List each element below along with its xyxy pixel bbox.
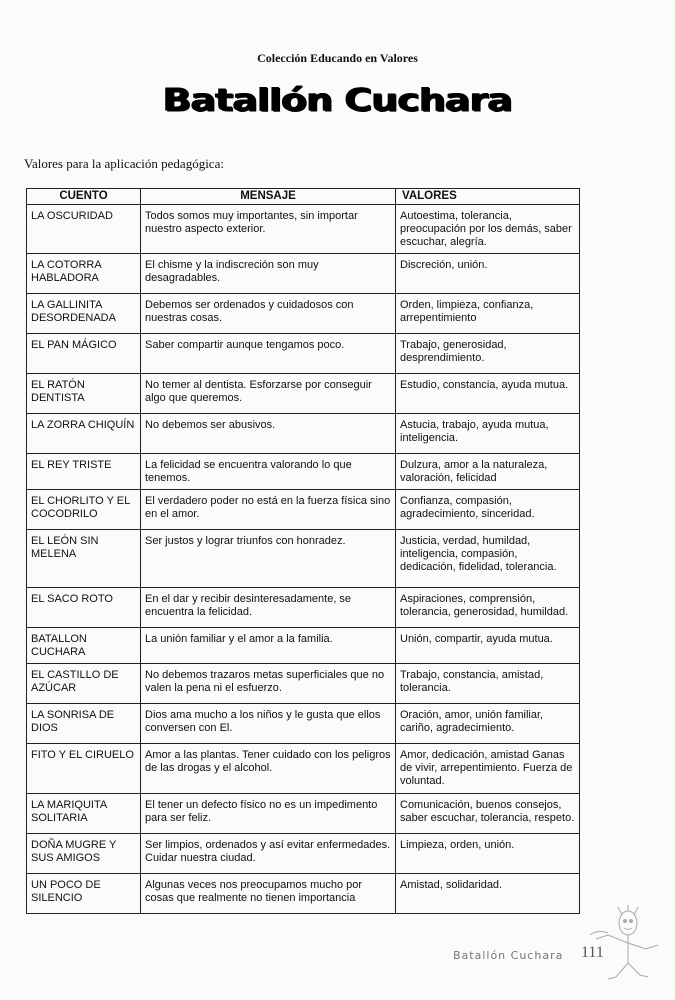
cell-mensaje: No debemos ser abusivos. bbox=[141, 414, 396, 454]
table-row bbox=[27, 414, 580, 454]
cell-mensaje: Debemos ser ordenados y cuidadosos con nuestras cosas. bbox=[141, 294, 396, 334]
cell-valores: Trabajo, constancia, amistad, tolerancia. bbox=[396, 664, 580, 704]
table-row bbox=[27, 588, 580, 628]
table-row bbox=[27, 254, 580, 294]
cell-valores: Astucia, trabajo, ayuda mutua, inteligencia. bbox=[396, 414, 580, 454]
cell-mensaje: La felicidad se encuentra valorando lo que tenemos. bbox=[141, 454, 396, 490]
table-row bbox=[27, 530, 580, 588]
cell-mensaje: El chisme y la indiscreción son muy desagradables. bbox=[141, 254, 396, 294]
cell-cuento: EL RATÓN DENTISTA bbox=[27, 374, 141, 414]
cell-cuento: LA SONRISA DE DIOS bbox=[27, 704, 141, 744]
table-row bbox=[27, 374, 580, 414]
cell-cuento: LA OSCURIDAD bbox=[27, 205, 141, 254]
book-logo: Batallón Cuchara bbox=[162, 81, 513, 119]
cell-cuento: DOÑA MUGRE Y SUS AMIGOS bbox=[27, 834, 141, 874]
cell-valores: Comunicación, buenos consejos, saber escuchar, tolerancia, respeto. bbox=[396, 794, 580, 834]
table-row bbox=[27, 628, 580, 664]
cell-valores: Autoestima, tolerancia, preocupación por los demás, saber escuchar, alegría. bbox=[396, 205, 580, 254]
cell-cuento: EL CASTILLO DE AZÚCAR bbox=[27, 664, 141, 704]
table-body bbox=[27, 205, 580, 914]
cell-valores: Amistad, solidaridad. bbox=[396, 874, 580, 914]
cell-valores: Unión, compartir, ayuda mutua. bbox=[396, 628, 580, 664]
cell-mensaje: La unión familiar y el amor a la familia. bbox=[141, 628, 396, 664]
cell-mensaje: Dios ama mucho a los niños y le gusta que ellos conversen con El. bbox=[141, 704, 396, 744]
cell-valores: Aspiraciones, comprensión, tolerancia, generosidad, humildad. bbox=[396, 588, 580, 628]
running-title: Batallón Cuchara bbox=[453, 949, 564, 962]
cell-valores: Amor, dedicación, amistad Ganas de vivir, arrepentimiento. Fuerza de voluntad. bbox=[396, 744, 580, 794]
intro-text: Valores para la aplicación pedagógica: bbox=[24, 156, 224, 171]
table-row bbox=[27, 454, 580, 490]
cell-mensaje: Ser justos y lograr triunfos con honradez. bbox=[141, 530, 396, 588]
values-table bbox=[26, 188, 580, 914]
cell-cuento: EL LEÓN SIN MELENA bbox=[27, 530, 141, 588]
spoon-mascot-illustration bbox=[588, 905, 666, 985]
cell-mensaje: Todos somos muy importantes, sin importar nuestro aspecto exterior. bbox=[141, 205, 396, 254]
cell-cuento: LA ZORRA CHIQUÍN bbox=[27, 414, 141, 454]
cell-mensaje: Saber compartir aunque tengamos poco. bbox=[141, 334, 396, 374]
cell-mensaje: El verdadero poder no está en la fuerza física sino en el amor. bbox=[141, 490, 396, 530]
cell-cuento: EL SACO ROTO bbox=[27, 588, 141, 628]
collection-title: Colección Educando en Valores bbox=[257, 51, 418, 65]
cell-cuento: BATALLON CUCHARA bbox=[27, 628, 141, 664]
cell-valores: Orden, limpieza, confianza, arrepentimiento bbox=[396, 294, 580, 334]
cell-valores: Discreción, unión. bbox=[396, 254, 580, 294]
cell-mensaje: Amor a las plantas. Tener cuidado con los peligros de las drogas y el alcohol. bbox=[141, 744, 396, 794]
table-row bbox=[27, 834, 580, 874]
cell-valores: Limpieza, orden, unión. bbox=[396, 834, 580, 874]
cell-valores: Justicia, verdad, humildad, inteligencia, compasión, dedicación, fidelidad, tolerancia. bbox=[396, 530, 580, 588]
cell-cuento: EL REY TRISTE bbox=[27, 454, 141, 490]
cell-cuento: UN POCO DE SILENCIO bbox=[27, 874, 141, 914]
column-header-valores: VALORES bbox=[396, 189, 580, 205]
table-row bbox=[27, 205, 580, 254]
cell-cuento: LA GALLINITA DESORDENADA bbox=[27, 294, 141, 334]
table-row bbox=[27, 874, 580, 914]
cell-cuento: LA MARIQUITA SOLITARIA bbox=[27, 794, 141, 834]
cell-cuento: FITO Y EL CIRUELO bbox=[27, 744, 141, 794]
cell-valores: Dulzura, amor a la naturaleza, valoración, felicidad bbox=[396, 454, 580, 490]
table-header-row bbox=[27, 189, 580, 205]
cell-mensaje: Algunas veces nos preocupamos mucho por cosas que realmente no tienen importancia bbox=[141, 874, 396, 914]
cell-valores: Confianza, compasión, agradecimiento, sinceridad. bbox=[396, 490, 580, 530]
column-header-cuento: CUENTO bbox=[27, 189, 141, 205]
cell-valores: Trabajo, generosidad, desprendimiento. bbox=[396, 334, 580, 374]
table-row bbox=[27, 294, 580, 334]
page-number: 111 bbox=[581, 944, 604, 961]
table-row bbox=[27, 744, 580, 794]
cell-mensaje: No temer al dentista. Esforzarse por conseguir algo que queremos. bbox=[141, 374, 396, 414]
cell-cuento: EL PAN MÁGICO bbox=[27, 334, 141, 374]
cell-valores: Estudio, constancia, ayuda mutua. bbox=[396, 374, 580, 414]
column-header-mensaje: MENSAJE bbox=[141, 189, 396, 205]
cell-mensaje: En el dar y recibir desinteresadamente, se encuentra la felicidad. bbox=[141, 588, 396, 628]
table-row bbox=[27, 334, 580, 374]
cell-mensaje: Ser limpios, ordenados y así evitar enfermedades. Cuidar nuestra ciudad. bbox=[141, 834, 396, 874]
cell-cuento: LA COTORRA HABLADORA bbox=[27, 254, 141, 294]
cell-mensaje: No debemos trazaros metas superficiales que no valen la pena ni el esfuerzo. bbox=[141, 664, 396, 704]
table-row bbox=[27, 704, 580, 744]
table-row bbox=[27, 664, 580, 704]
cell-cuento: EL CHORLITO Y EL COCODRILO bbox=[27, 490, 141, 530]
table-row bbox=[27, 490, 580, 530]
cell-valores: Oración, amor, unión familiar, cariño, agradecimiento. bbox=[396, 704, 580, 744]
cell-mensaje: El tener un defecto físico no es un impedimento para ser feliz. bbox=[141, 794, 396, 834]
table-row bbox=[27, 794, 580, 834]
